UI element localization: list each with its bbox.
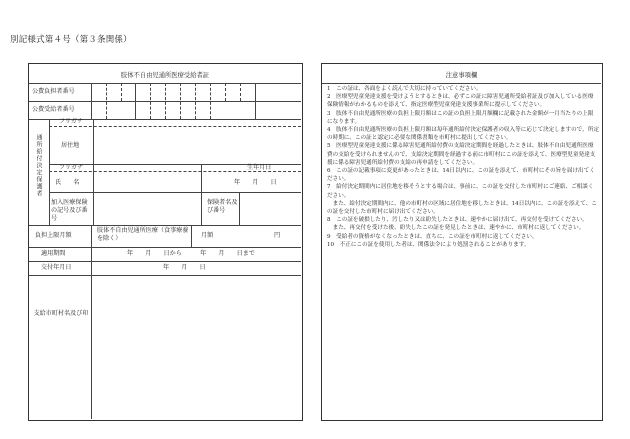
city-seal-label: 支給市町村名及び印 (33, 310, 89, 317)
note-item: 10 不正にこの証を使用した者は、関係法令により処罰されることがあります。 (327, 241, 530, 248)
note-item: 8 この証を破損したり、汚したり又は紛失したときは、速やかに届け出て、再交付を受けてください。 (327, 217, 588, 224)
recipient-certificate (28, 63, 303, 421)
limit-label: 負担上限月額 (35, 232, 72, 239)
notes-title: 注意事項欄 (445, 72, 478, 79)
limit-desc: 肢体不自由児通所医療（食事療養を除く） (97, 227, 189, 242)
note-item: 9 受給者の資格がなくなったときは、直ちに、この証を市町村に返してください。 (327, 233, 538, 240)
period-value: 年 月 日から 年 月 日まで (127, 250, 255, 257)
certificate-title: 肢体不自由児通所医療受給者証 (120, 72, 210, 79)
issue-date-label: 交付年月日 (41, 264, 72, 271)
note-item: 6 この証の記載事項に変更があったときは、14日以内に、この証を添えて、市町村にその旨を届け出てください。 (327, 168, 595, 183)
note-item: 5 医療型児童発達支援に係る障害児通所給付費の支給決定期間を経過したときは、肢体不自由児通所医療費の支給を受けられませんので、支給決定期間を経過する前に市町村にこの証を添えて、医療型児童発達支援に係る障害児通所給付費の支給の再申請をしてください。 (327, 143, 596, 166)
furigana-label-1: フリガナ (59, 118, 84, 125)
yen-label: 円 (274, 232, 281, 239)
period-label: 適用期間 (41, 250, 66, 257)
birthdate-label: 生年月日 (247, 164, 272, 171)
note-item: また、再交付を受けた後、紛失したこの証を発見したときは、速やかに、市町村に返してください。 (327, 225, 585, 232)
note-item: 1 この証は、各面をよく読んで大切に持っていてください。 (327, 86, 482, 92)
insurer-label: 保険者名及び番号 (207, 199, 238, 214)
insurance-number-label: 加入医療保険の記号及び番号 (51, 199, 88, 222)
note-item: 3 肢体不自由児通所医療の負担上限月額はこの証の負担上限月額欄に記載された金額が一月当たりの上限になります。 (327, 110, 594, 125)
payer-number-label: 公費負担者番号 (32, 88, 75, 95)
notes-panel (321, 63, 603, 421)
name-label: 氏 名 (55, 179, 80, 186)
beneficiary-label: 通所給付決定保護者 (35, 134, 42, 197)
form-number-header: 別記様式第４号（第３条関係） (10, 35, 132, 45)
notes-list (327, 85, 599, 249)
monthly-label: 月額 (201, 232, 214, 239)
birthdate-value: 年 月 日 (234, 179, 277, 186)
note-item: 4 肢体不自由児通所医療の負担上限月額は毎年通所給付決定保護者の収入等に応じて決定しますので、所定の時期に、この証と認定に必要な関係書類を市町村に提出してください。 (327, 127, 599, 142)
issue-date-value: 年 月 日 (163, 264, 206, 271)
address-label: 居住地 (61, 142, 80, 149)
furigana-label-2: フリガナ (59, 164, 84, 171)
note-item: 2 医療型児童発達支援を受けようとするときは、必ずこの証に障害児通所受給者証及び加入している医療保険情報がわかるものを添えて、指定医療型児童発達支援事業所に提示してください。 (327, 94, 594, 109)
note-item: 7 給付決定期間内に居住地を移そうとする場合は、事前に、この証を交付した市町村にご連絡、ご相談ください。 (327, 184, 594, 199)
recipient-number-label: 公費受給者番号 (32, 106, 75, 113)
note-item: また、給付決定期間内に、他の市町村の区域に居住地を移したときは、14日以内に、この証を添えて、この証を交付した市町村に届け出てください。 (327, 200, 597, 216)
